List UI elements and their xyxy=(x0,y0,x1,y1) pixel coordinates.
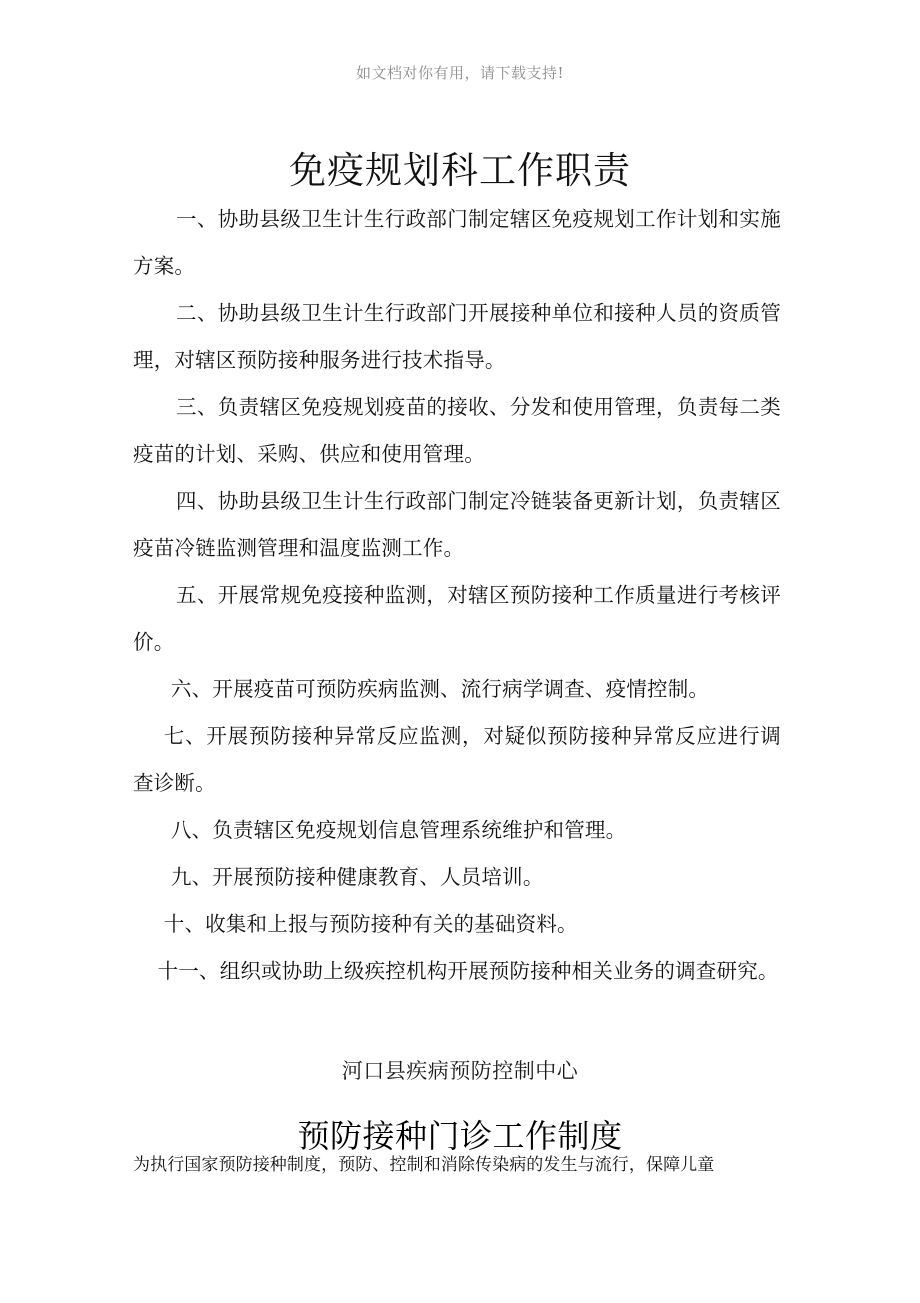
secondary-opening-paragraph: 为执行国家预防接种制度，预防、控制和消除传染病的发生与流行，保障儿童 xyxy=(133,1155,715,1175)
list-item: 一、协助县级卫生计生行政部门制定辖区免疫规划工作计划和实施方案。 xyxy=(133,207,781,278)
list-item: 十一、组织或协助上级疾控机构开展预防接种相关业务的调查研究。 xyxy=(157,959,779,983)
page-title: 免疫规划科工作职责 xyxy=(289,148,631,192)
list-item: 四、协助县级卫生计生行政部门制定冷链装备更新计划，负责辖区疫苗冷链监测管理和温度监测工作。 xyxy=(133,489,781,560)
responsibilities-list xyxy=(133,196,781,995)
download-prompt-text: 如文档对你有用，请下载支持! xyxy=(355,64,565,82)
list-item: 三、负责辖区免疫规划疫苗的接收、分发和使用管理，负责每二类疫苗的计划、采购、供应和使用管理。 xyxy=(133,395,781,466)
list-item: 九、开展预防接种健康教育、人员培训。 xyxy=(170,865,544,889)
list-item: 十、收集和上报与预防接种有关的基础资料。 xyxy=(163,912,578,936)
secondary-page-title: 预防接种门诊工作制度 xyxy=(297,1116,623,1155)
list-item: 八、负责辖区免疫规划信息管理系统维护和管理。 xyxy=(170,818,627,842)
list-item: 七、开展预防接种异常反应监测，对疑似预防接种异常反应进行调查诊断。 xyxy=(133,724,781,795)
organization-name: 河口县疾病预防控制中心 xyxy=(341,1059,579,1083)
list-item: 二、协助县级卫生计生行政部门开展接种单位和接种人员的资质管理，对辖区预防接种服务进行技术指导。 xyxy=(133,301,781,372)
list-item: 六、开展疫苗可预防疾病监测、流行病学调查、疫情控制。 xyxy=(170,677,710,701)
list-item: 五、开展常规免疫接种监测，对辖区预防接种工作质量进行考核评价。 xyxy=(133,583,781,654)
